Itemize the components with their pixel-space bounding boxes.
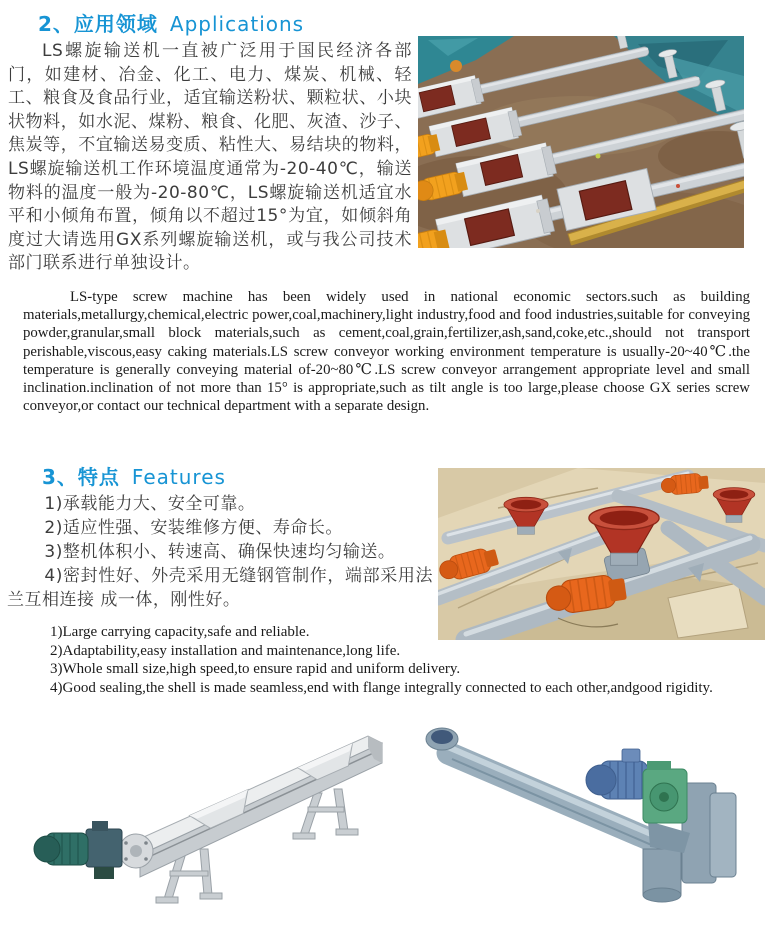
applications-heading-zh: 2、应用领域	[38, 12, 158, 36]
feature-zh-3: 3)整机体积小、转速高、确保快速均匀输送。	[44, 542, 396, 562]
inlet-port	[426, 728, 458, 750]
feature-zh-1: 1)承载能力大、安全可靠。	[44, 494, 256, 514]
u-trough-conveyor-photo	[30, 703, 410, 921]
applications-photo	[418, 36, 744, 248]
feature-en-2: 2)Adaptability,easy installation and maintenance,long life.	[50, 642, 401, 659]
feature-zh-2: 2)适应性强、安装维修方便、寿命长。	[44, 518, 343, 538]
tube-conveyor-illustration	[400, 701, 773, 923]
tube-conveyors-funnels-illustration	[438, 468, 765, 640]
features-list-zh	[7, 492, 433, 612]
screw-conveyors-yard-illustration	[418, 36, 744, 248]
features-list-en	[50, 623, 750, 697]
features-section-heading	[42, 461, 226, 490]
applications-heading-en: Applications	[169, 12, 305, 36]
feature-en-3: 3)Whole small size,high speed,to ensure rapid and uniform delivery.	[50, 661, 461, 678]
feature-en-4: 4)Good sealing,the shell is made seamless,end with flange integrally connected to each other,andgood rigidity.	[50, 679, 713, 696]
features-heading-en: Features	[131, 465, 226, 489]
u-trough-conveyor-illustration	[30, 703, 410, 921]
features-photo	[438, 468, 765, 640]
feature-zh-4: 4)密封性好、外壳采用无缝钢管制作，端部采用法兰互相连接 成一体，刚性好。	[7, 566, 433, 610]
applications-section-heading	[38, 8, 304, 37]
tube-conveyor-photo	[400, 701, 773, 923]
applications-paragraph-en: LS-type screw machine has been widely used in national economic sectors.such as building materials,metallurgy,chemical,electric power,coal,machinery,light industry,food and food industries,suitable for conveying powder,granular,small block materials,such as cement,coal,grain,fertilizer,ash,sand,coke,etc.,should not transport perishable,viscous,easy caking materials.LS screw conveyor working environment temperature is usually-20~40℃.the temperature is generally conveying material of-20~80℃.LS screw conveyor arrangement appropriate level and small inclination.inclination of not more than 15° is appropriate,such as tilt angle is too large,please choose GX series screw conveyor,or contact our technical department with a separate design.	[23, 289, 750, 415]
applications-paragraph-zh: LS螺旋输送机一直被广泛用于国民经济各部门，如建材、冶金、化工、电力、煤炭、机械、轻工、粮食及食品行业，适宜输送粉状、颗粒状、小块状物料，如水泥、煤粉、粮食、化肥、灰渣、沙子、焦炭等，不宜输送易变质、粘性大、易结块的物料，LS螺旋输送机工作环境温度通常为-20-40℃，输送物料的温度一般为-20-80℃，LS螺旋输送机适宜水平和小倾角布置，倾角以不超过15°为宜，如倾斜角度过大请选用GX系列螺旋输送机，或与我公司技术部门联系进行单独设计。	[8, 41, 412, 274]
features-heading-zh: 3、特点	[42, 465, 120, 489]
feature-en-1: 1)Large carrying capacity,safe and reliable.	[50, 624, 310, 640]
